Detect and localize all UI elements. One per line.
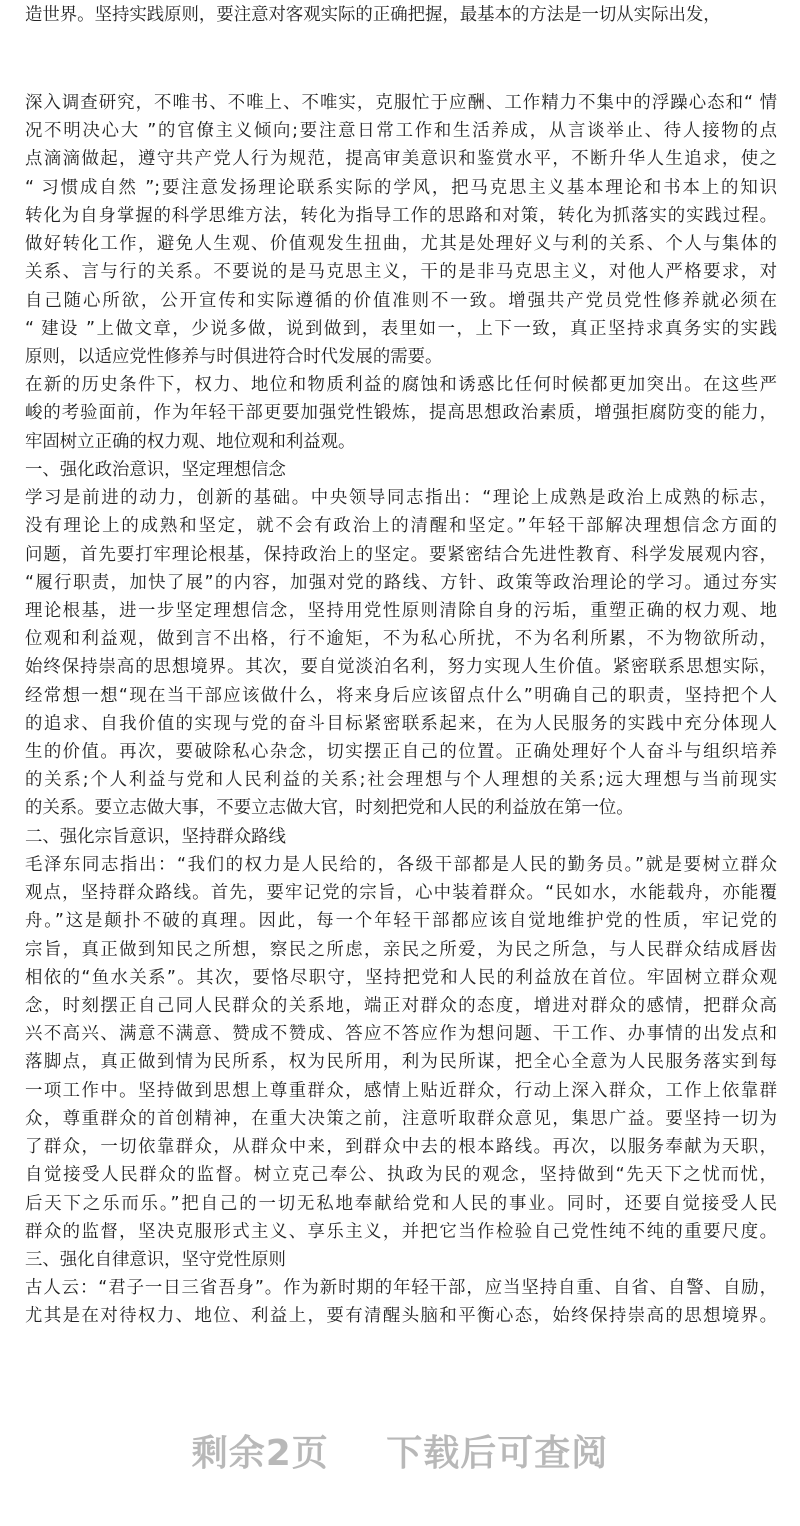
text-line: 宗旨，真正做到知民之所想，察民之所虑，亲民之所爱，为民之所急，与人民群众结成唇齿 [25,939,777,960]
text-line: 兴不高兴、满意不满意、赞成不赞成、答应不答应作为想问题、干工作、办事情的出发点和 [25,1024,777,1045]
text-line: 位观和利益观，做到言不出格，行不逾矩，不为私心所扰，不为名利所累，不为物欲所动， [25,629,777,650]
text-line: 古人云：“君子一日三省吾身”。作为新时期的年轻干部，应当坚持自重、自省、自警、自励， [25,1278,777,1299]
section-heading: 二、强化宗旨意识，坚持群众路线 [25,826,286,847]
text-line: 自己随心所欲，公开宣传和实际遵循的价值准则不一致。增强共产党员党性修养就必须在 [25,290,777,311]
text-line: 自觉接受人民群众的监督。树立克己奉公、执政为民的观念，坚持做到“先天下之忧而忧， [25,1165,777,1186]
text-line: 况不明决心大 ”的官僚主义倾向;要注意日常工作和生活养成，从言谈举止、待人接物的点 [25,121,777,142]
text-block-top [25,0,777,29]
text-line: 舟。”这是颠扑不破的真理。因此，每一个年轻干部都应该自觉地维护党的性质，牢记党的 [25,911,777,932]
text-line: 落脚点，真正做到情为民所系，权为民所用，利为民所谋，把全心全意为人民服务落实到每 [25,1052,777,1073]
text-line: 理论根基，进一步坚定理想信念，坚持用党性原则清除自身的污垢，重塑正确的权力观、地 [25,600,777,621]
text-line: 后天下之乐而乐。”把自己的一切无私地奉献给党和人民的事业。同时，还要自觉接受人民 [25,1193,777,1214]
section-heading: 一、强化政治意识，坚定理想信念 [25,459,286,480]
text-line: 问题，首先要打牢理论根基，保持政治上的坚定。要紧密结合先进性教育、科学发展观内容， [25,544,777,565]
text-line: 点滴滴做起，遵守共产党人行为规范，提高审美意识和鉴赏水平，不断升华人生追求，使之 [25,149,777,170]
text-line: “履行职责，加快了展”的内容，加强对党的路线、方针、政策等政治理论的学习。通过夯实 [25,572,777,593]
text-line: 原则，以适应党性修养与时俱进符合时代发展的需要。 [25,346,443,367]
text-line: 了群众，一切依靠群众，从群众中来，到群众中去的根本路线。再次，以服务奉献为天职， [25,1137,777,1158]
text-line: 转化为自身掌握的科学思维方法，转化为指导工作的思路和对策，转化为抓落实的实践过程。 [25,205,777,226]
text-line: “ 建设 ”上做文章，少说多做，说到做到，表里如一，上下一致，真正坚持求真务实的实践 [25,318,777,339]
text-line: 学习是前进的动力，创新的基础。中央领导同志指出：“理论上成熟是政治上成熟的标志， [25,488,777,509]
text-line: 没有理论上的成熟和坚定，就不会有政治上的清醒和坚定。”年轻干部解决理想信念方面的 [25,516,777,537]
text-line: “ 习惯成自然 ”;要注意发扬理论联系实际的学风，把马克思主义基本理论和书本上的知识 [25,177,777,198]
text-line: 深入调查研究，不唯书、不唯上、不唯实，克服忙于应酬、工作精力不集中的浮躁心态和“ 情 [25,93,777,113]
text-line: 尤其是在对待权力、地位、利益上，要有清醒头脑和平衡心态，始终保持崇高的思想境界。 [25,1306,777,1327]
text-line: 的关系;个人利益与党和人民利益的关系;社会理想与个人理想的关系;远大理想与当前现实 [25,770,777,791]
text-line: 关系、言与行的关系。不要说的是马克思主义，干的是非马克思主义，对他人严格要求，对 [25,262,777,283]
text-line: 生的价值。再次，要破除私心杂念，切实摆正自己的位置。正确处理好个人奋斗与组织培养 [25,742,777,763]
document-body [25,89,777,1331]
remaining-pages-label: 剩余2页 [191,1433,329,1474]
text-line: 念，时刻摆正自己同人民群众的关系地，端正对群众的态度，增进对群众的感情，把群众高 [25,996,777,1016]
text-line: 一项工作中。坚持做到思想上尊重群众，感情上贴近群众，行动上深入群众，工作上依靠群 [25,1080,777,1101]
text-line: 始终保持崇高的思想境界。其次，要自觉淡泊名利，努力实现人生价值。紧密联系思想实际， [25,657,777,678]
download-to-view-label[interactable]: 下载后可查阅 [386,1433,609,1474]
text-line: 毛泽东同志指出：“我们的权力是人民给的，各级干部都是人民的勤务员。”就是要树立群众 [25,854,777,875]
text-line: 观点，坚持群众路线。首先，要牢记党的宗旨，心中装着群众。“民如水，水能载舟，亦能覆 [25,883,777,904]
text-line: 相依的“鱼水关系”。其次，要恪尽职守，坚持把党和人民的利益放在首位。牢固树立群众观 [25,967,777,988]
text-line: 牢固树立正确的权力观、地位观和利益观。 [25,431,356,452]
text-line: 做好转化工作，避免人生观、价值观发生扭曲，尤其是处理好义与利的关系、个人与集体的 [25,234,777,255]
text-line: 在新的历史条件下，权力、地位和物质利益的腐蚀和诱惑比任何时候都更加突出。在这些严 [25,375,777,396]
text-line: 峻的考验面前，作为年轻干部更要加强党性锻炼，提高思想政治素质，增强拒腐防变的能力， [25,403,777,424]
section-heading: 三、强化自律意识，坚守党性原则 [25,1249,286,1270]
text-line: 的关系。要立志做大事，不要立志做大官，时刻把党和人民的利益放在第一位。 [25,798,634,819]
text-line: 的追求、自我价值的实现与党的奋斗目标紧密联系起来，在为人民服务的实践中充分体现人 [25,713,777,734]
text-line: 群众的监督，坚决克服形式主义、享乐主义，并把它当作检验自己党性纯不纯的重要尺度。 [25,1221,777,1242]
text-line: 经常想一想“现在当干部应该做什么，将来身后应该留点什么”明确自己的职责，坚持把个人 [25,685,777,706]
text-line: 众，尊重群众的首创精神，在重大决策之前，注意听取群众意见，集思广益。要坚持一切为 [25,1108,777,1129]
preview-footer [0,1425,800,1476]
text-line: 造世界。坚持实践原则，要注意对客观实际的正确把握，最基本的方法是一切从实际出发， [25,5,721,26]
